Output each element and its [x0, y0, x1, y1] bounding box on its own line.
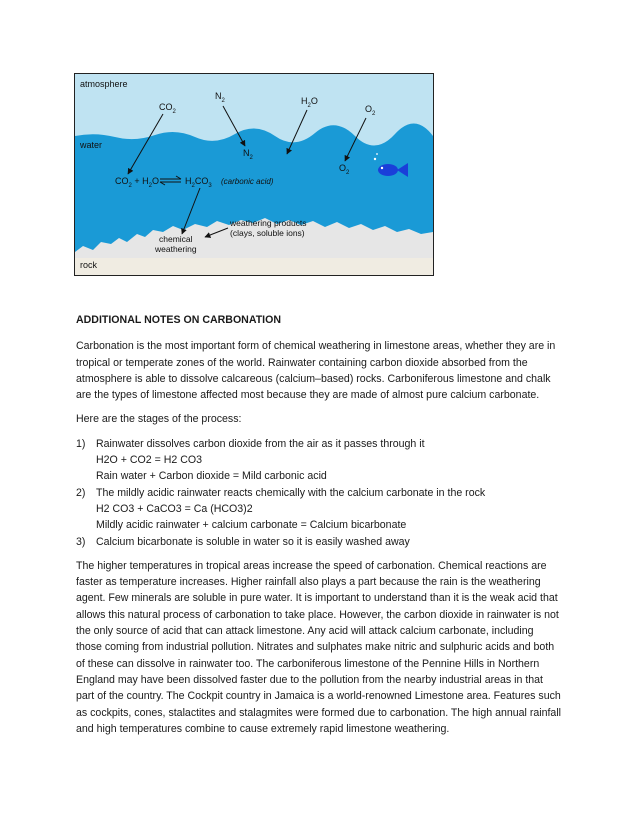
n2-atmosphere-sub: 2	[221, 98, 225, 104]
carbonation-diagram-svg	[75, 74, 433, 275]
stage-equation: H2O + CO2 = H2 CO3	[96, 454, 202, 467]
stage-number: 2)	[76, 486, 86, 499]
eq-o: O	[151, 176, 159, 186]
eq-h2co3-co: CO	[194, 176, 209, 186]
co2-atmosphere-sub: 2	[172, 109, 176, 115]
stage-word-equation: Rain water + Carbon dioxide = Mild carbonic acid	[96, 470, 327, 483]
eq-h2co3-h: H	[185, 176, 192, 186]
fish-bubble-small	[376, 153, 378, 155]
h2o-atmosphere-tail: O	[310, 96, 318, 106]
stage-word-equation: Mildly acidic rainwater + calcium carbonate = Calcium bicarbonate	[96, 519, 407, 532]
label-weathering-products: weathering products	[230, 218, 307, 228]
eq-co2-sub: 2	[128, 183, 132, 189]
label-weathering-products-detail: (clays, soluble ions)	[230, 228, 305, 238]
h2o-atmosphere-sub: 2	[307, 103, 311, 109]
document-heading: ADDITIONAL NOTES ON CARBONATION	[76, 314, 282, 326]
closing-paragraph: The higher temperatures in tropical areas increase the speed of carbonation. Chemical reactions are faster as temperature increases. Higher rainfall also plays a part because the rain is the weathering agent. Few minerals are soluble in pure water. It is important to understand than it is the weak acid that allows this natural process of carbonation to take place. However, the carbon dioxide in rainwater is not the only source of acid that can attack limestone. Any acid will attack calcium carbonate, including those coming from industrial pollution. Nitrates and sulphates make nitric and sulphuric acids and both of these can dissolve in rainwater too. The carboniferous limestone of the Pennine Hills in Northern England may have been dissolved faster due to the pollution from the nearby industrial areas in that part of the country. The Cockpit country in Jamaica is a world-renowned Limestone area. Features such as cockpits, cones, stalactites and stalagmites were formed due to carbonation. The high annual rainfall and high temperatures combine to cause extremely rapid limestone weathering.	[76, 559, 562, 735]
eq-plus-h2o: + H	[131, 176, 149, 186]
eq-co2-main: CO	[115, 176, 129, 186]
fish-body	[378, 164, 398, 176]
document-body	[76, 312, 562, 745]
fish-bubble	[374, 158, 376, 160]
label-atmosphere: atmosphere	[80, 79, 128, 89]
co2-atmosphere-main: CO	[159, 102, 173, 112]
label-carbonic-acid: (carbonic acid)	[221, 177, 274, 186]
label-water: water	[80, 140, 103, 150]
n2-atmosphere-main: N	[215, 91, 222, 101]
label-weathering: weathering	[155, 244, 197, 254]
stage-item	[76, 485, 562, 534]
n2-water-sub: 2	[249, 155, 253, 161]
o2-atmosphere-main: O	[365, 104, 373, 114]
o2-water-main: O	[339, 163, 347, 173]
eq-h2co3-sub1: 2	[191, 183, 195, 189]
h2o-atmosphere-main: H	[301, 96, 308, 106]
stages-list	[76, 436, 562, 550]
eq-h2o-sub: 2	[148, 183, 152, 189]
stage-text: Calcium bicarbonate is soluble in water so it is easily washed away	[96, 535, 410, 548]
n2-water-main: N	[243, 148, 250, 158]
intro-paragraph: Carbonation is the most important form of chemical weathering in limestone areas, whether they are in tropical or temperate zones of the world. Rainwater containing carbon dioxide absorbed from the atmosphere is able to dissolve calcareous (calcium–based) rocks. Carboniferous limestone and chalk are the types of limestone affected most because they are made of almost pure calcium carbonate.	[76, 340, 556, 402]
label-chemical: chemical	[159, 234, 193, 244]
label-rock: rock	[80, 260, 98, 270]
rock-base	[75, 258, 433, 275]
stages-intro: Here are the stages of the process:	[76, 413, 242, 426]
stage-equation: H2 CO3 + CaCO3 = Ca (HCO3)2	[96, 502, 253, 515]
carbonation-diagram	[74, 73, 434, 276]
stage-number: 1)	[76, 437, 86, 450]
o2-water-sub: 2	[346, 170, 350, 176]
eq-h2co3-sub2: 3	[208, 183, 212, 189]
stage-item	[76, 534, 562, 550]
o2-atmosphere-sub: 2	[372, 111, 376, 117]
fish-eye	[381, 167, 383, 169]
stage-number: 3)	[76, 535, 86, 548]
stage-item	[76, 436, 562, 485]
stage-text: The mildly acidic rainwater reacts chemically with the calcium carbonate in the rock	[96, 486, 486, 499]
stage-text: Rainwater dissolves carbon dioxide from the air as it passes through it	[96, 437, 425, 450]
